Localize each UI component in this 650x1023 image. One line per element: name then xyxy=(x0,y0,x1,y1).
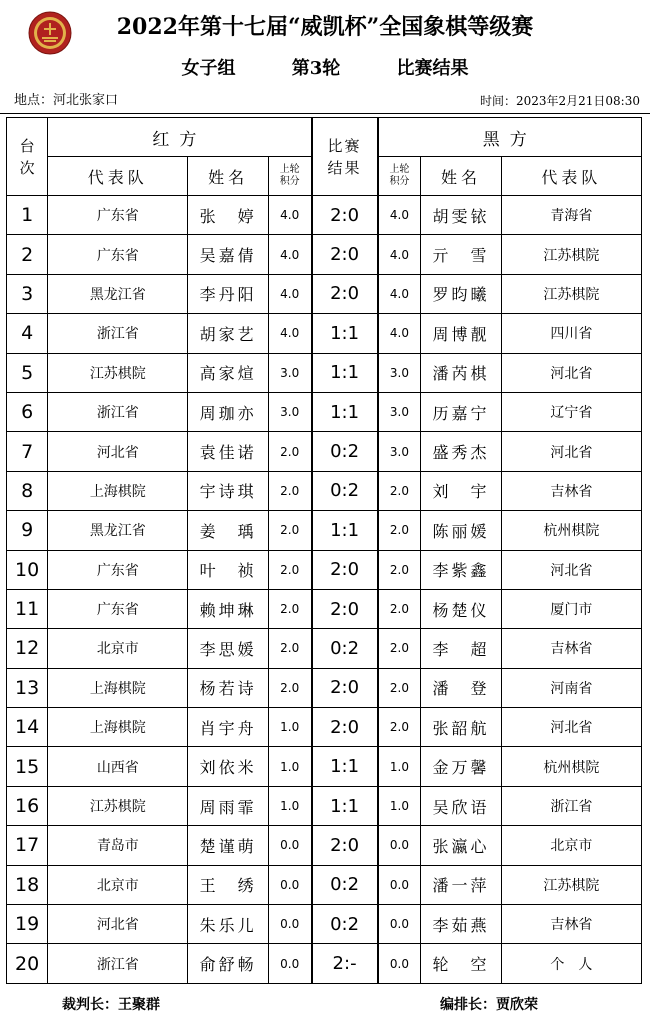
black-player-name: 杨楚仪 xyxy=(421,589,501,628)
group-label: 女子组 xyxy=(181,58,236,79)
match-result: 0:2 xyxy=(312,432,378,471)
red-player-name: 张 婷 xyxy=(188,196,268,235)
red-prev-score: 0.0 xyxy=(268,865,311,904)
header-divider xyxy=(0,113,650,114)
table-row xyxy=(7,471,642,510)
black-player-name: 胡雯铱 xyxy=(421,196,501,235)
red-team: 黑龙江省 xyxy=(48,511,188,550)
table-number: 15 xyxy=(7,747,48,786)
black-prev-score: 2.0 xyxy=(378,471,421,510)
black-player-name: 张韶航 xyxy=(421,708,501,747)
match-result: 1:1 xyxy=(312,511,378,550)
black-player-name: 亓 雪 xyxy=(421,235,501,274)
black-player-name: 李茹燕 xyxy=(421,905,501,944)
table-no-header: 台 次 xyxy=(7,118,48,196)
black-team: 杭州棋院 xyxy=(501,511,641,550)
black-team: 河南省 xyxy=(501,668,641,707)
red-player-name: 俞舒畅 xyxy=(188,944,268,983)
match-result: 2:0 xyxy=(312,589,378,628)
black-player-name: 李 超 xyxy=(421,629,501,668)
red-team: 青岛市 xyxy=(48,826,188,865)
red-player-name: 刘依米 xyxy=(188,747,268,786)
match-result: 1:1 xyxy=(312,747,378,786)
table-row xyxy=(7,826,642,865)
black-prev-score: 0.0 xyxy=(378,826,421,865)
red-team: 广东省 xyxy=(48,235,188,274)
table-number: 14 xyxy=(7,708,48,747)
red-team: 上海棋院 xyxy=(48,708,188,747)
table-number: 5 xyxy=(7,353,48,392)
black-prev-score: 2.0 xyxy=(378,511,421,550)
table-number: 18 xyxy=(7,865,48,904)
black-player-name: 李紫鑫 xyxy=(421,550,501,589)
table-row xyxy=(7,511,642,550)
table-number: 9 xyxy=(7,511,48,550)
table-row xyxy=(7,235,642,274)
black-team: 河北省 xyxy=(501,550,641,589)
table-row xyxy=(7,629,642,668)
red-prev-score: 1.0 xyxy=(268,786,311,825)
black-team-header: 代表队 xyxy=(501,157,641,196)
results-table xyxy=(6,117,642,984)
red-player-name: 王 绣 xyxy=(188,865,268,904)
black-prev-score: 4.0 xyxy=(378,196,421,235)
black-prev-score: 2.0 xyxy=(378,589,421,628)
red-prev-score: 2.0 xyxy=(268,589,311,628)
black-team: 江苏棋院 xyxy=(501,274,641,313)
black-prev-score: 2.0 xyxy=(378,668,421,707)
red-prev-score: 4.0 xyxy=(268,314,311,353)
black-player-name: 刘 宇 xyxy=(421,471,501,510)
red-prev-score: 2.0 xyxy=(268,471,311,510)
table-number: 4 xyxy=(7,314,48,353)
black-prev-score: 4.0 xyxy=(378,235,421,274)
red-side-header: 红方 xyxy=(48,118,312,157)
red-player-name: 胡家艺 xyxy=(188,314,268,353)
black-team: 江苏棋院 xyxy=(501,865,641,904)
red-prev-score: 4.0 xyxy=(268,196,311,235)
red-player-name: 姜 瑀 xyxy=(188,511,268,550)
table-row xyxy=(7,314,642,353)
page-subtitle xyxy=(0,55,650,83)
arranger-label: 编排长： xyxy=(440,997,496,1013)
black-player-name: 陈丽媛 xyxy=(421,511,501,550)
red-score-header: 上轮 积分 xyxy=(268,157,311,196)
match-result: 0:2 xyxy=(312,865,378,904)
referee-name: 王聚群 xyxy=(118,997,160,1013)
red-team: 广东省 xyxy=(48,589,188,628)
table-number: 13 xyxy=(7,668,48,707)
red-team: 黑龙江省 xyxy=(48,274,188,313)
red-player-name: 朱乐儿 xyxy=(188,905,268,944)
table-row xyxy=(7,196,642,235)
red-team: 江苏棋院 xyxy=(48,353,188,392)
black-team: 吉林省 xyxy=(501,905,641,944)
red-prev-score: 3.0 xyxy=(268,392,311,431)
red-player-name: 叶 祯 xyxy=(188,550,268,589)
page-title: 2022年第十七届“威凯杯”全国象棋等级赛 xyxy=(116,14,534,40)
black-team: 个 人 xyxy=(501,944,641,983)
red-player-name: 高家煊 xyxy=(188,353,268,392)
result-header: 比赛 结果 xyxy=(312,118,378,196)
red-prev-score: 2.0 xyxy=(268,511,311,550)
table-row xyxy=(7,274,642,313)
black-player-name: 潘 登 xyxy=(421,668,501,707)
black-team: 北京市 xyxy=(501,826,641,865)
red-prev-score: 4.0 xyxy=(268,235,311,274)
black-prev-score: 3.0 xyxy=(378,353,421,392)
red-player-name: 袁佳诺 xyxy=(188,432,268,471)
red-team: 广东省 xyxy=(48,550,188,589)
red-player-name: 李丹阳 xyxy=(188,274,268,313)
black-player-name: 盛秀杰 xyxy=(421,432,501,471)
table-number: 2 xyxy=(7,235,48,274)
red-team: 上海棋院 xyxy=(48,668,188,707)
arranger-name: 贾欣荣 xyxy=(496,997,538,1013)
black-player-name: 轮 空 xyxy=(421,944,501,983)
red-prev-score: 1.0 xyxy=(268,708,311,747)
match-result: 2:- xyxy=(312,944,378,983)
red-team: 河北省 xyxy=(48,432,188,471)
match-result: 2:0 xyxy=(312,196,378,235)
black-player-name: 金万馨 xyxy=(421,747,501,786)
red-prev-score: 0.0 xyxy=(268,826,311,865)
red-prev-score: 2.0 xyxy=(268,550,311,589)
table-row xyxy=(7,865,642,904)
red-prev-score: 1.0 xyxy=(268,747,311,786)
red-prev-score: 3.0 xyxy=(268,353,311,392)
red-prev-score: 2.0 xyxy=(268,668,311,707)
black-team: 辽宁省 xyxy=(501,392,641,431)
match-result: 0:2 xyxy=(312,471,378,510)
table-row xyxy=(7,708,642,747)
time-text: 时间：2023年2月21日08:30 xyxy=(479,94,640,108)
black-player-name: 潘芮棋 xyxy=(421,353,501,392)
black-prev-score: 3.0 xyxy=(378,392,421,431)
black-team: 青海省 xyxy=(501,196,641,235)
red-team: 浙江省 xyxy=(48,944,188,983)
black-team: 杭州棋院 xyxy=(501,747,641,786)
black-prev-score: 0.0 xyxy=(378,905,421,944)
black-team: 厦门市 xyxy=(501,589,641,628)
black-team: 江苏棋院 xyxy=(501,235,641,274)
red-player-name: 楚谨萌 xyxy=(188,826,268,865)
red-team: 江苏棋院 xyxy=(48,786,188,825)
arranger-signature xyxy=(440,994,538,1014)
red-team: 山西省 xyxy=(48,747,188,786)
table-number: 6 xyxy=(7,392,48,431)
table-row xyxy=(7,589,642,628)
red-team: 广东省 xyxy=(48,196,188,235)
red-player-name: 肖宇舟 xyxy=(188,708,268,747)
match-result: 2:0 xyxy=(312,826,378,865)
table-row xyxy=(7,668,642,707)
black-score-header: 上轮 积分 xyxy=(378,157,421,196)
table-row xyxy=(7,353,642,392)
table-number: 17 xyxy=(7,826,48,865)
table-number: 8 xyxy=(7,471,48,510)
table-number: 19 xyxy=(7,905,48,944)
table-row xyxy=(7,905,642,944)
table-number: 11 xyxy=(7,589,48,628)
black-player-name: 罗昀曦 xyxy=(421,274,501,313)
black-side-header: 黑方 xyxy=(378,118,642,157)
black-player-name: 周博靓 xyxy=(421,314,501,353)
black-team: 河北省 xyxy=(501,432,641,471)
match-result: 2:0 xyxy=(312,708,378,747)
black-team: 吉林省 xyxy=(501,629,641,668)
red-team: 河北省 xyxy=(48,905,188,944)
table-number: 20 xyxy=(7,944,48,983)
table-row xyxy=(7,432,642,471)
red-player-name: 赖坤琳 xyxy=(188,589,268,628)
black-prev-score: 0.0 xyxy=(378,944,421,983)
black-player-name: 张瀛心 xyxy=(421,826,501,865)
black-player-name: 吴欣语 xyxy=(421,786,501,825)
red-prev-score: 2.0 xyxy=(268,432,311,471)
referee-label: 裁判长： xyxy=(62,997,118,1013)
black-prev-score: 4.0 xyxy=(378,314,421,353)
black-prev-score: 4.0 xyxy=(378,274,421,313)
table-number: 12 xyxy=(7,629,48,668)
table-row xyxy=(7,786,642,825)
black-team: 浙江省 xyxy=(501,786,641,825)
match-result: 2:0 xyxy=(312,274,378,313)
black-prev-score: 0.0 xyxy=(378,865,421,904)
table-row xyxy=(7,392,642,431)
table-row xyxy=(7,550,642,589)
table-row xyxy=(7,944,642,983)
match-result: 2:0 xyxy=(312,550,378,589)
black-prev-score: 3.0 xyxy=(378,432,421,471)
match-result: 1:1 xyxy=(312,392,378,431)
red-team: 北京市 xyxy=(48,629,188,668)
match-result: 2:0 xyxy=(312,668,378,707)
match-result: 1:1 xyxy=(312,786,378,825)
match-result: 0:2 xyxy=(312,629,378,668)
black-prev-score: 2.0 xyxy=(378,629,421,668)
match-result: 0:2 xyxy=(312,905,378,944)
table-number: 1 xyxy=(7,196,48,235)
black-player-name: 潘一萍 xyxy=(421,865,501,904)
red-prev-score: 4.0 xyxy=(268,274,311,313)
red-prev-score: 0.0 xyxy=(268,944,311,983)
red-prev-score: 2.0 xyxy=(268,629,311,668)
black-prev-score: 2.0 xyxy=(378,550,421,589)
red-team: 上海棋院 xyxy=(48,471,188,510)
black-prev-score: 1.0 xyxy=(378,786,421,825)
red-prev-score: 0.0 xyxy=(268,905,311,944)
black-name-header: 姓名 xyxy=(421,157,501,196)
red-team-header: 代表队 xyxy=(48,157,188,196)
black-player-name: 历嘉宁 xyxy=(421,392,501,431)
black-team: 河北省 xyxy=(501,708,641,747)
location-text: 地点：河北张家口 xyxy=(14,93,119,108)
red-team: 浙江省 xyxy=(48,314,188,353)
black-team: 河北省 xyxy=(501,353,641,392)
table-number: 7 xyxy=(7,432,48,471)
table-number: 10 xyxy=(7,550,48,589)
red-player-name: 周雨霏 xyxy=(188,786,268,825)
black-prev-score: 1.0 xyxy=(378,747,421,786)
red-team: 浙江省 xyxy=(48,392,188,431)
red-player-name: 杨若诗 xyxy=(188,668,268,707)
red-name-header: 姓名 xyxy=(188,157,268,196)
table-row xyxy=(7,747,642,786)
red-player-name: 宇诗琪 xyxy=(188,471,268,510)
black-team: 吉林省 xyxy=(501,471,641,510)
match-result: 1:1 xyxy=(312,353,378,392)
match-result: 1:1 xyxy=(312,314,378,353)
round-label: 第3轮 xyxy=(291,58,341,79)
table-number: 16 xyxy=(7,786,48,825)
red-player-name: 周珈亦 xyxy=(188,392,268,431)
black-team: 四川省 xyxy=(501,314,641,353)
red-team: 北京市 xyxy=(48,865,188,904)
table-number: 3 xyxy=(7,274,48,313)
result-label: 比赛结果 xyxy=(396,58,469,79)
red-player-name: 李思媛 xyxy=(188,629,268,668)
black-prev-score: 2.0 xyxy=(378,708,421,747)
referee-signature xyxy=(62,994,160,1014)
red-player-name: 吴嘉倩 xyxy=(188,235,268,274)
match-result: 2:0 xyxy=(312,235,378,274)
